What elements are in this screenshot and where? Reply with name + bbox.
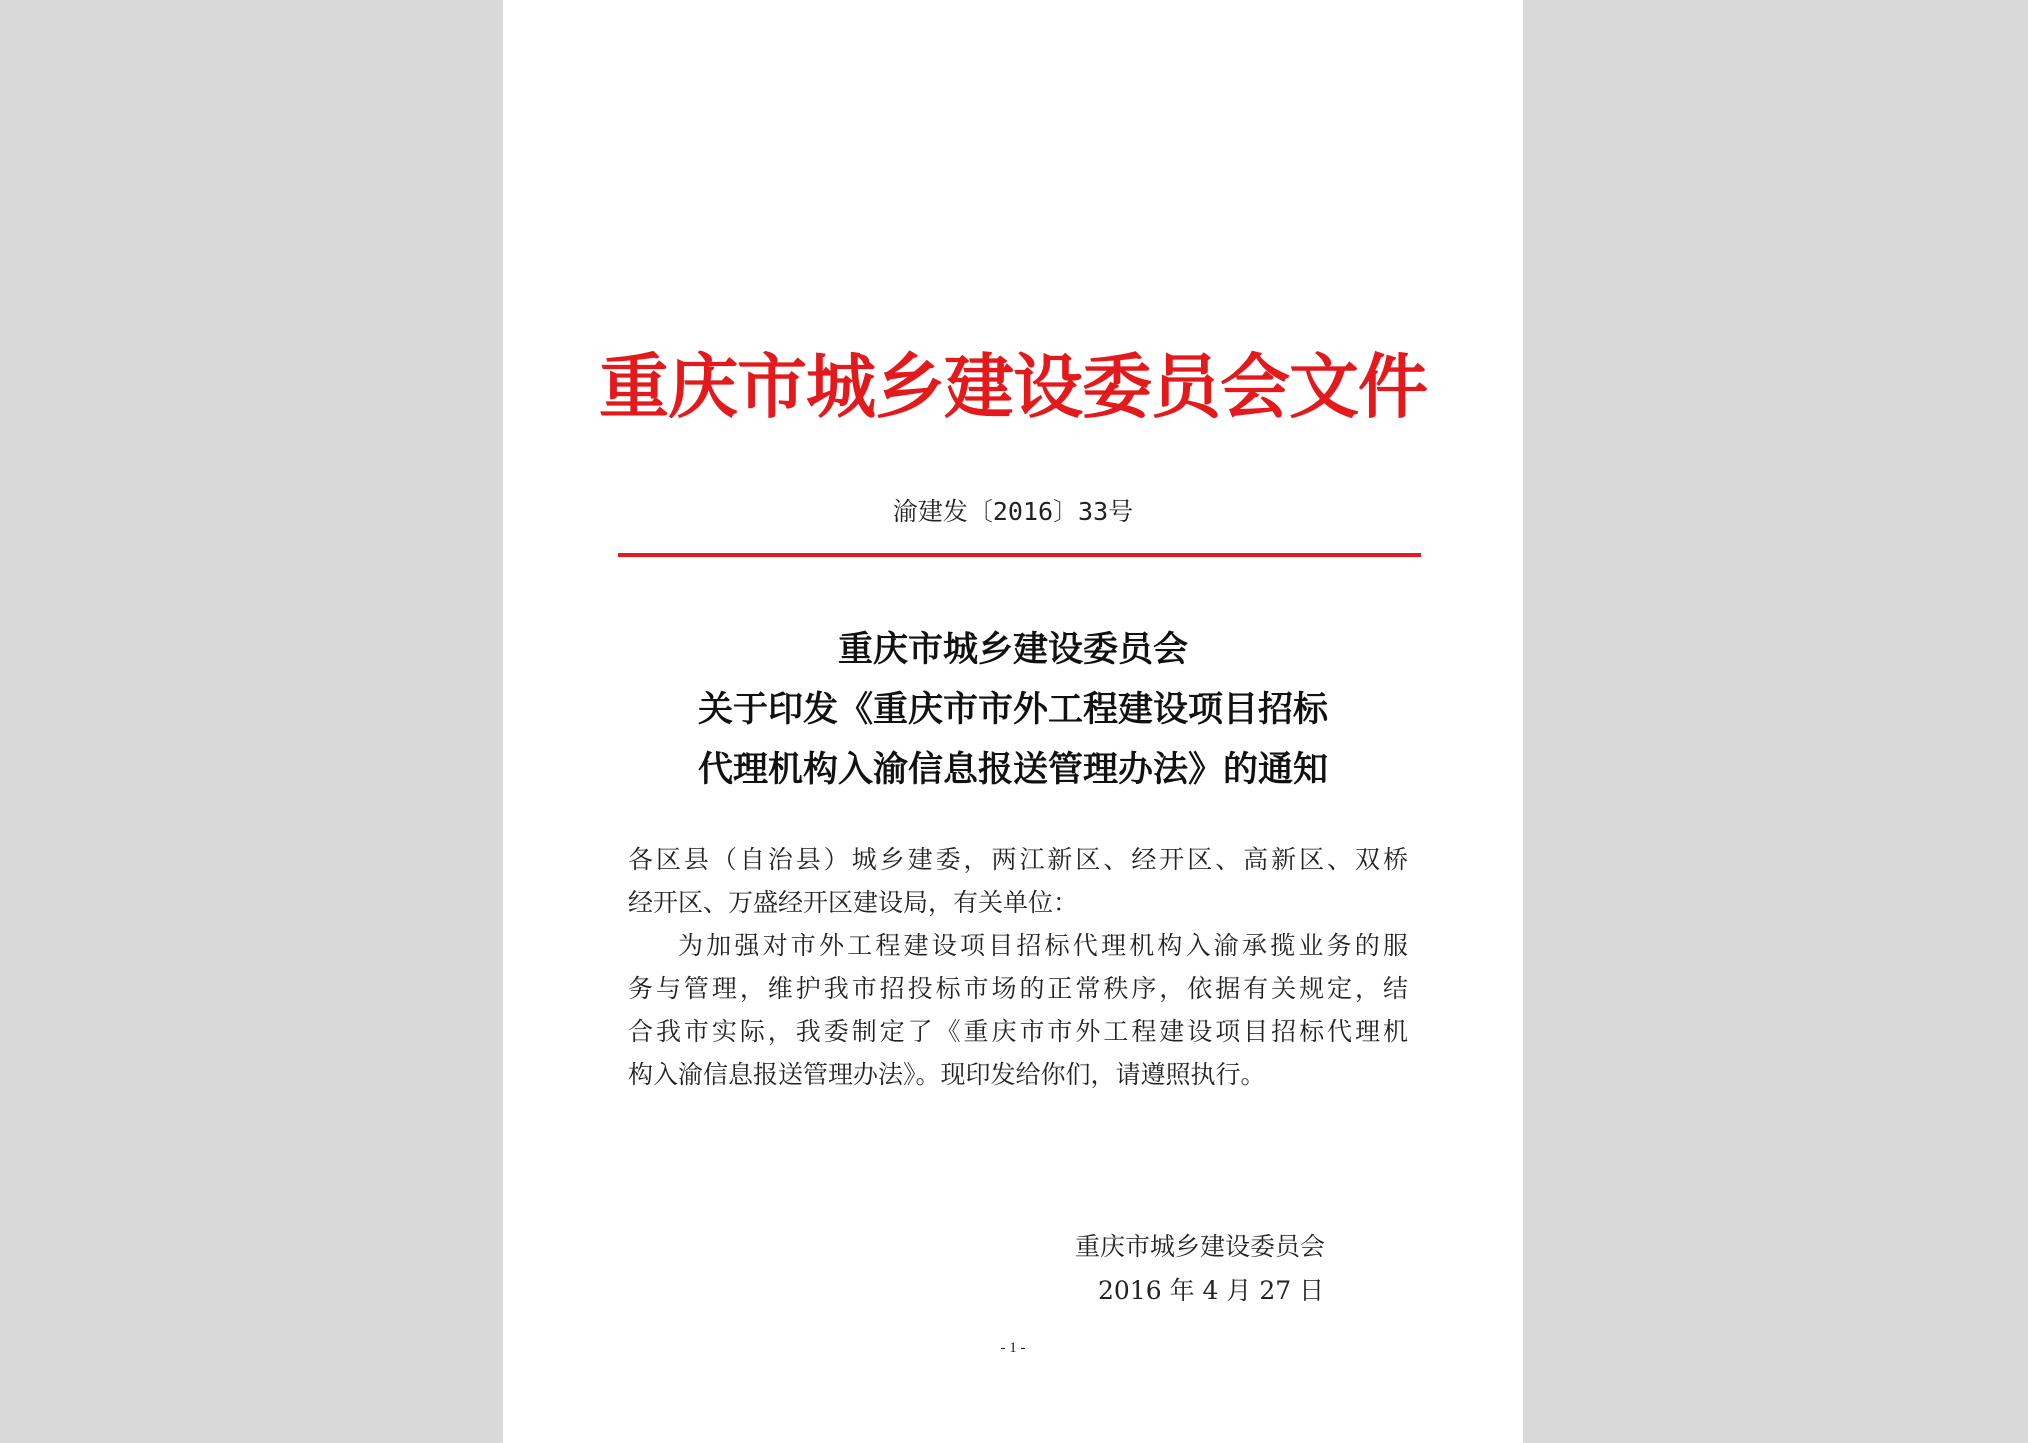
body-line-4: 务与管理，维护我市招投标市场的正常秩序，依据有关规定，结 [628, 974, 1408, 1003]
title-line-2: 关于印发《重庆市市外工程建设项目招标 [697, 689, 1328, 730]
red-divider-line [618, 553, 1421, 557]
signature-date: 2016 年 4 月 27 日 [1098, 1276, 1325, 1305]
notice-body [628, 838, 1408, 1096]
body-line-3: 为加强对市外工程建设项目招标代理机构入渝承揽业务的服 [678, 931, 1408, 960]
body-line-5: 合我市实际，我委制定了《重庆市市外工程建设项目招标代理机 [628, 1017, 1408, 1046]
body-line-2: 经开区、万盛经开区建设局，有关单位： [628, 888, 1079, 917]
signature-organization: 重庆市城乡建设委员会 [1075, 1232, 1326, 1261]
body-line-1: 各区县（自治县）城乡建委，两江新区、经开区、高新区、双桥 [628, 845, 1408, 874]
title-line-1: 重庆市城乡建设委员会 [837, 629, 1188, 670]
title-line-3: 代理机构入渝信息报送管理办法》的通知 [697, 749, 1328, 790]
body-line-6: 构入渝信息报送管理办法》。现印发给你们，请遵照执行。 [628, 1060, 1266, 1089]
document-page [503, 0, 1523, 1443]
red-header-title: 重庆市城乡建设委员会文件 [599, 345, 1427, 428]
page-number: - 1 - [1000, 1340, 1026, 1356]
document-number: 渝建发〔2016〕33号 [892, 497, 1134, 526]
notice-title [503, 620, 1523, 800]
